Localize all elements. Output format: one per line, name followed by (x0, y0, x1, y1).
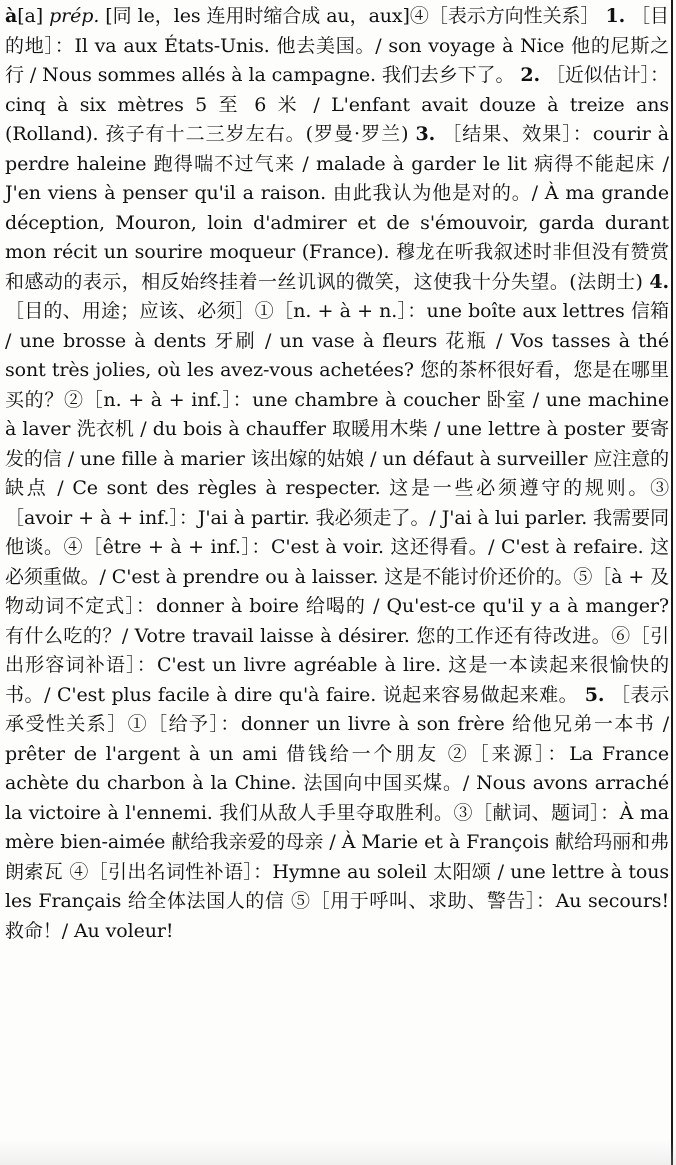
sense-text: ［近似估计］：cinq à six mètres 5 至 6 米 / L'enfant avait douze à treize ans (Rolland). 孩子有十二三岁左右。(罗曼·罗兰) (5, 64, 669, 145)
sense-text: ［目的地］：Il va aux États-Unis. 他去美国。/ son voyage à Nice 他的尼斯之行 / Nous sommes allés à la campagne. 我们去乡下了。 (5, 5, 669, 86)
headword: à (5, 5, 18, 27)
pronunciation: [a] (17, 5, 44, 27)
part-of-speech: prép. (49, 5, 100, 27)
scan-shadow (0, 1140, 676, 1165)
sense-number: 3. (415, 123, 436, 145)
sense-number: 5. (584, 683, 605, 706)
sense-text: ［表示承受性关系］①［给予］：donner un livre à son frère 给他兄弟一本书 / prêter de l'argent à un ami 借钱给一个朋友 ②［来源］：La France achète du charbon à la Chine. 法国向中国买煤。/ Nous avons arraché la victoire à l'ennemi. 我们从敌人手里夺取胜利。③［献词、题词］：À ma mère bien-aimée 献给我亲爱的母亲 / À Marie et à François 献给玛丽和弗朗索瓦 ④［引出名词性补语］：Hymne au soleil 太阳颂 / une lettre à tous les Français 给全体法国人的信 ⑤［用于呼叫、求助、警告］：Au secours! 救命！/ Au voleur! (5, 683, 669, 942)
page-edge-divider (671, 0, 673, 1165)
sense-number: 1. (605, 5, 626, 27)
sense-text: ［目的、用途；应该、必须］①［n. + à + n.］：une boîte aux lettres 信箱 / une brosse à dents 牙刷 / un vase à fleurs 花瓶 / Vos tasses à thé sont très jolies, où les avez-vous achetées? 您的茶杯很好看，您是在哪里买的？②［n. + à + inf.］：une chambre à coucher 卧室 / une machine à laver 洗衣机 / du bois à chauffer 取暖用木柴 / une lettre à poster 要寄发的信 / une fille à marier 该出嫁的姑娘 / un défaut à surveiller 应注意的缺点 / Ce sont des règles à respecter. 这是一些必须遵守的规则。③［avoir + à + inf.］：J'ai à partir. 我必须走了。/ J'ai à lui parler. 我需要同他谈。④［être + à + inf.］：C'est à voir. 这还得看。/ C'est à refaire. 这必须重做。/ C'est à prendre ou à laisser. 这是不能讨价还价的。⑤［à + 及物动词不定式］：donner à boire 给喝的 / Qu'est-ce qu'il y a à manger? 有什么吃的？/ Votre travail laisse à désirer. 您的工作还有待改进。⑥［引出形容词补语］：C'est un livre agréable à lire. 这是一本读起来很愉快的书。/ C'est plus facile à dire qu'à faire. 说起来容易做起来难。 (5, 300, 669, 706)
sense-text: ［结果、效果］：courir à perdre haleine 跑得喘不过气来 / malade à garder le lit 病得不能起床 / J'en viens à penser qu'il a raison. 由此我认为他是对的。/ À ma grande déception, Mouron, loin d'admirer et de s'émouvoir, garda durant mon récit un sourire moqueur (France). 穆龙在听我叙述时非但没有赞赏和感动的表示，相反始终挂着一丝讥讽的微笑，这使我十分失望。(法朗士) (5, 123, 669, 293)
entry-intro: [同 le，les 连用时缩合成 au，aux]④［表示方向性关系］ (105, 5, 600, 27)
sense-number: 4. (649, 270, 669, 293)
dictionary-entry (5, 2, 669, 946)
sense-number: 2. (520, 64, 541, 86)
